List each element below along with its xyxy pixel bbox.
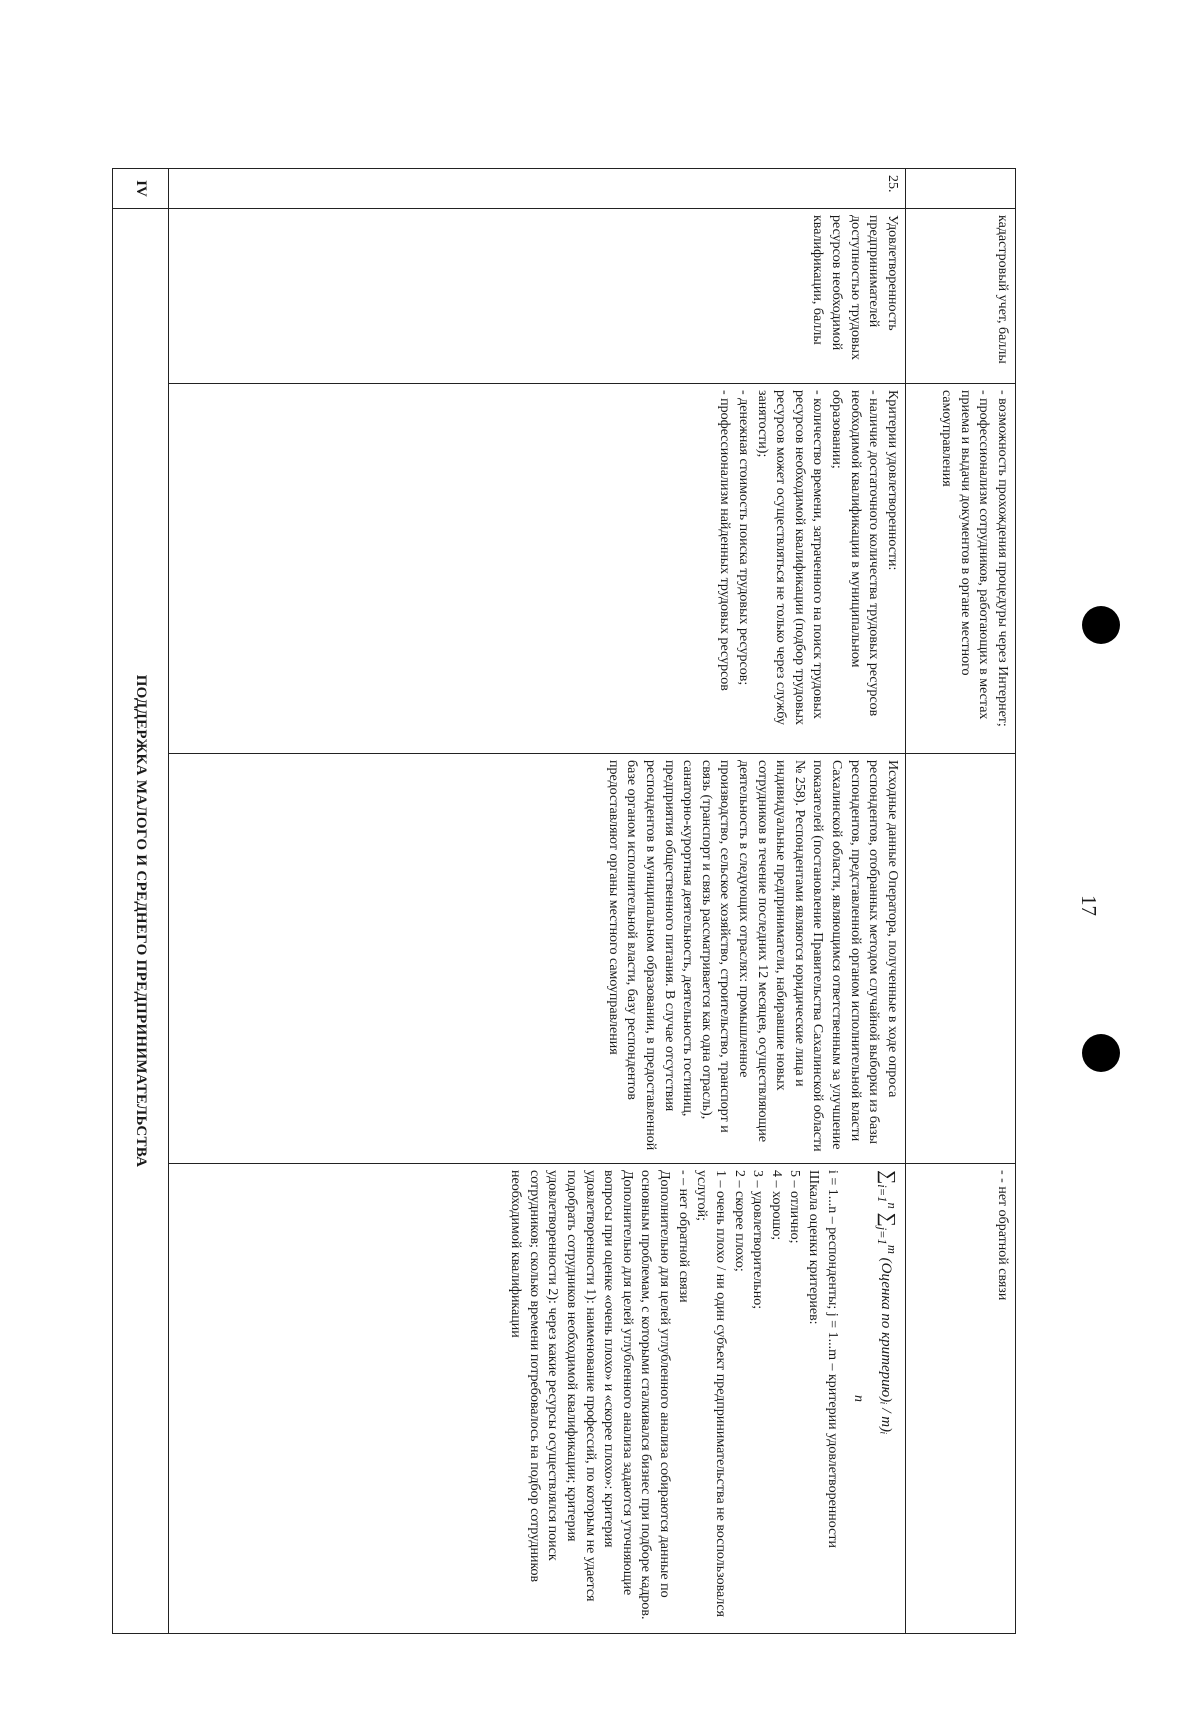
rotated-table-container (112, 168, 1016, 1634)
punch-hole-mark (1082, 606, 1120, 644)
calc-line: Дополнительно для целей углубленного анализа задаются уточняющие вопросы при оценке «очень плохо» и «скорее плохо»: критерия удовлетворенности 1): наименование профессий, по которым не удается подобрать сотрудников необходимой квалификации; критерия удовлетворенности 2): через какие ресурсы осуществлялся поиск сотрудников; сколько времени потребовалось на подбор сотрудников необходимой квалификации (508, 1170, 635, 1602)
sum-symbol: ∑ (876, 1212, 899, 1227)
section-row (113, 169, 169, 1634)
table-row (905, 169, 1015, 1634)
indicator-cell (168, 209, 905, 384)
sum-symbol: ∑ (876, 1170, 899, 1185)
formula-expression: (Оценка по критерию)ᵢ / m)ᵢ (877, 1257, 894, 1435)
row-number-cell (168, 169, 905, 209)
formula-denominator: n (851, 1395, 867, 1402)
calc-line: Дополнительно для целей углубленного анализа собираются данные по основным проблемам, с которыми сталкивался бизнес при подборе кадров. (638, 1170, 673, 1620)
calc-line: 1 – очень плохо / ни один субъект предпринимательства не воспользовался услугой; (694, 1170, 728, 1617)
criteria-line: - профессионализм найденных трудовых ресурсов (717, 390, 733, 691)
calc-line: 3 – удовлетворительно; (750, 1170, 766, 1310)
criteria-line: - количество времени, затраченного на поиск трудовых ресурсов необходимой квалификации (подбор трудовых ресурсов может осуществляться не только через службу занятости); (754, 390, 826, 725)
calc-line: Шкала оценки критериев: (805, 1170, 821, 1325)
row-number: 25. (884, 175, 900, 193)
source-cell (168, 754, 905, 1164)
table-row (168, 169, 905, 1634)
criteria-cell (905, 384, 1015, 754)
calc-line: i = 1...n – респонденты; j = 1...m – критерии удовлетворенности (824, 1170, 840, 1548)
criteria-line: - профессионализм сотрудников, работающих в местах приема и выдачи документов в органе местного самоуправления (939, 390, 992, 720)
punch-hole-mark (1082, 1034, 1120, 1072)
indicator-cell (905, 209, 1015, 384)
indicator-text: Удовлетворенность предпринимателей доступностью трудовых ресурсов необходимой квалификации, баллы (810, 215, 900, 360)
formula: $\sum_{i=1}^n$ $\sum_{j=1}^m$ (Оценка по критерию)ᵢ / m)ᵢ (874, 1170, 899, 1435)
calculation-cell (168, 1164, 905, 1634)
indicator-text: кадастровый учет, баллы (995, 215, 1010, 364)
section-number: IV (133, 180, 150, 197)
calc-line: 4 – хорошо; (768, 1170, 784, 1241)
criteria-line: - денежная стоимость поиска трудовых ресурсов; (735, 390, 751, 686)
calc-text: - - нет обратной связи (995, 1170, 1010, 1301)
section-title: ПОДДЕРЖКА МАЛОГО И СРЕДНЕГО ПРЕДПРИНИМАТЕЛЬСТВА (133, 674, 150, 1168)
source-text: Исходные данные Оператора, полученные в ходе опроса респондентов, отобранных методом случайной выборки из базы респондентов, представленной органом исполнительной власти Сахалинской области, являющимся ответственным за улучшение показателей (постановление Правительства Сахалинской области № 258). Респондентами являются юридические лица и индивидуальные предприниматели, набиравшие новых сотрудников в течение последних 12 месяцев, осуществляющие деятельность в следующих отраслях: промышленное производство, сельское хозяйство, строительство, транспорт и связь (транспорт и связь рассматривается как одна отрасль), санаторно-курортная деятельность, деятельность гостиниц, предприятия общественного питания. В случае отсутствия респондентов в муниципальном образовании, в предоставленной базе органом исполнительной власти, базу респондентов предоставляют органы местного самоуправления (605, 760, 900, 1152)
page-number: 17 (1077, 895, 1101, 916)
table-sheet (112, 168, 1016, 1634)
calc-line: 2 – скорее плохо; (731, 1170, 747, 1272)
criteria-line: Критерии удовлетворенности: (884, 390, 900, 571)
indicators-table (112, 168, 1016, 1634)
source-cell (905, 754, 1015, 1164)
calc-line: 5 – отлично; (787, 1170, 803, 1244)
section-title-cell (113, 209, 169, 1634)
criteria-line: - возможность прохождения процедуры через Интернет; (995, 390, 1010, 727)
calc-line: - – нет обратной связи (675, 1170, 691, 1303)
criteria-line: - наличие достаточного количества трудовых ресурсов необходимой квалификации в муниципальном образовании; (829, 390, 882, 717)
criteria-cell (168, 384, 905, 754)
calculation-cell (905, 1164, 1015, 1634)
section-number-cell (113, 169, 169, 209)
row-number-cell (905, 169, 1015, 209)
